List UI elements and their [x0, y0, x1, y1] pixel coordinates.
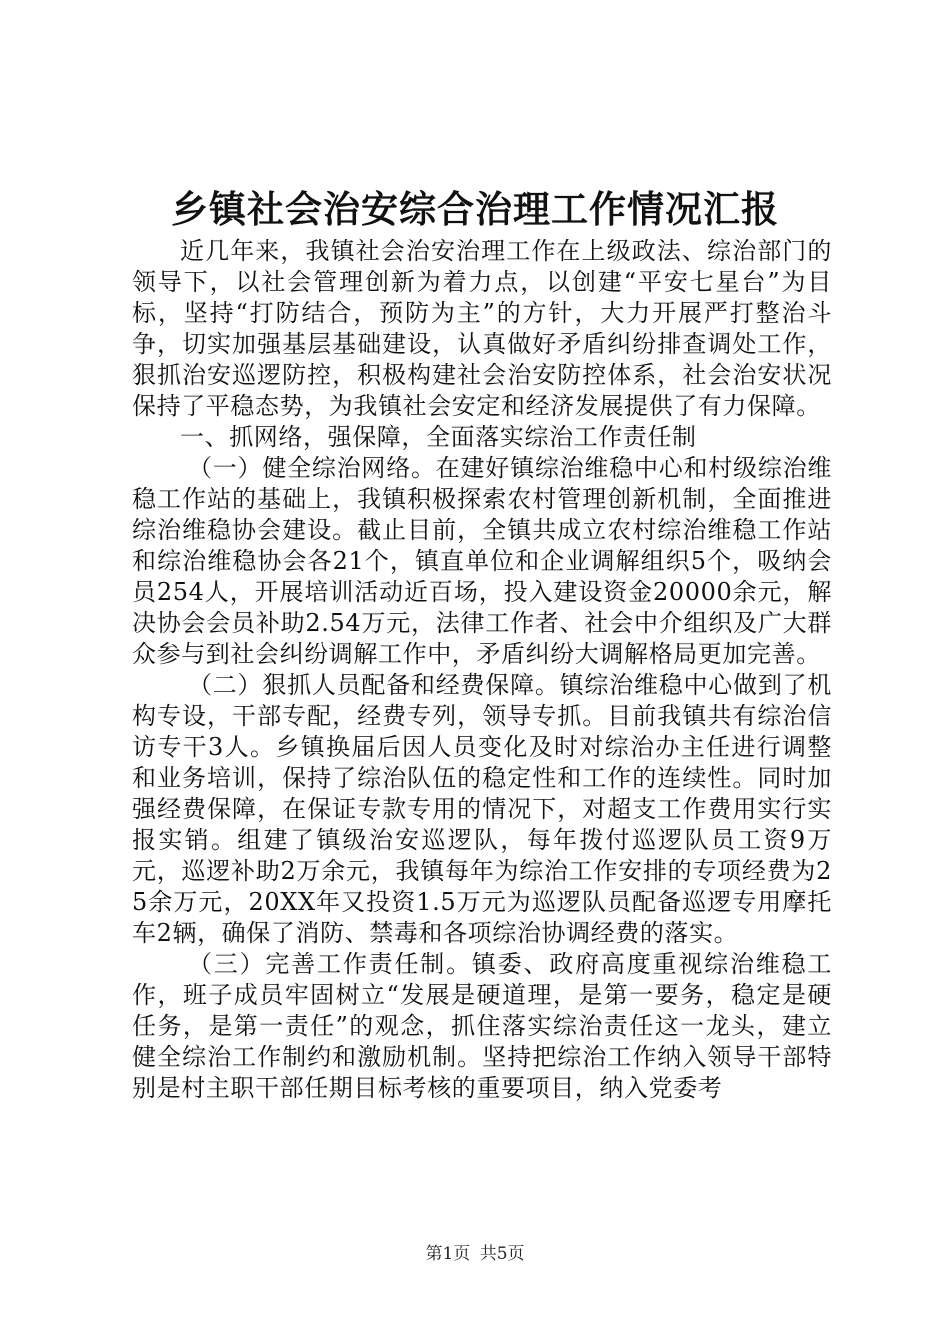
document-title: 乡镇社会治安综合治理工作情况汇报	[171, 187, 779, 231]
page-total: 共5页	[479, 1244, 525, 1264]
section-heading-1: 一、抓网络，强保障，全面落实综治工作责任制	[180, 423, 697, 451]
paragraph-intro: 近几年来，我镇社会治安治理工作在上级政法、综治部门的领导下，以社会管理创新为着力点，以创建“平安七星台”为目标，坚持“打防结合，预防为主”的方针，大力开展严打整治斗争，切实加强基层基础建设，认真做好矛盾纠纷排查调处工作，狠抓治安巡逻防控，积极构建社会治安防控体系，社会治安状况保持了平稳态势，为我镇社会安定和经济发展提供了有力保障。	[132, 237, 832, 420]
paragraph-staffing-funding: （二）狠抓人员配备和经费保障。镇综治维稳中心做到了机构专设，干部专配，经费专列，领导专抓。目前我镇共有综治信访专干3人。乡镇换届后因人员变化及时对综治办主任进行调整和业务培训，保持了综治队伍的稳定性和工作的连续性。同时加强经费保障，在保证专款专用的情况下，对超支工作费用实行实报实销。组建了镇级治安巡逻队，每年拨付巡逻队员工资9万元，巡逻补助2万余元，我镇每年为综治工作安排的专项经费为25余万元，20XX年又投资1.5万元为巡逻队员配备巡逻专用摩托车2辆，确保了消防、禁毒和各项综治协调经费的落实。	[132, 671, 832, 947]
page-footer	[0, 1243, 950, 1265]
document-body	[132, 236, 832, 1104]
paragraph-network: （一）健全综治网络。在建好镇综治维稳中心和村级综治维稳工作站的基础上，我镇积极探索农村管理创新机制，全面推进综治维稳协会建设。截止目前，全镇共成立农村综治维稳工作站和综治维稳协会各21个，镇直单位和企业调解组织5个，吸纳会员254人，开展培训活动近百场，投入建设资金20000余元，解决协会会员补助2.54万元，法律工作者、社会中介组织及广大群众参与到社会纠纷调解工作中，矛盾纠纷大调解格局更加完善。	[132, 454, 832, 668]
page-number: 第1页	[425, 1244, 471, 1264]
paragraph-responsibility: （三）完善工作责任制。镇委、政府高度重视综治维稳工作，班子成员牢固树立“发展是硬道理，是第一要务，稳定是硬任务，是第一责任”的观念，抓住落实综治责任这一龙头，建立健全综治工作制约和激励机制。坚持把综治工作纳入领导干部特别是村主职干部任期目标考核的重要项目，纳入党委考	[132, 950, 832, 1102]
